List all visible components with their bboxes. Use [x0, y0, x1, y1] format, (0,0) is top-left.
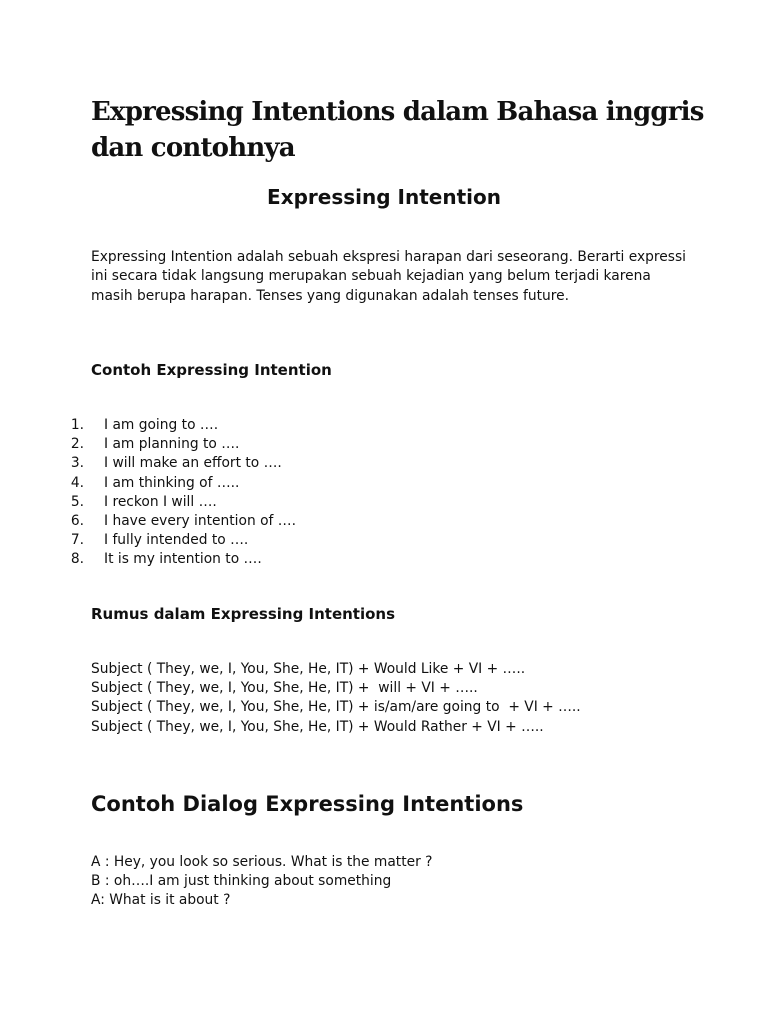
list-item-text: I will make an effort to ….: [104, 455, 282, 472]
list-item: [0, 435, 700, 454]
list-item-number: 1.: [70, 417, 84, 433]
dialog-lines: [91, 853, 731, 911]
list-item-text: I reckon I will ….: [104, 493, 217, 510]
dialog-line: B : oh….I am just thinking about something: [91, 873, 392, 890]
document-title: Expressing Intentions dalam Bahasa inggris dan contohnya: [91, 97, 704, 163]
list-item: [0, 550, 700, 569]
list-item: [0, 416, 700, 435]
formula-lines: [91, 660, 731, 737]
list-item-text: I fully intended to ….: [104, 532, 249, 549]
section-heading: Expressing Intention: [267, 185, 501, 209]
list-item: [0, 531, 700, 550]
list-item-number: 4.: [70, 474, 84, 491]
list-item-number: 8.: [70, 551, 84, 568]
list-item-number: 2.: [70, 436, 84, 453]
examples-heading: Contoh Expressing Intention: [91, 361, 332, 379]
formula-line: Subject ( They, we, I, You, She, He, IT) + Would Rather + VI + …..: [91, 718, 544, 735]
examples-list: [0, 416, 700, 570]
list-item-text: I am thinking of …..: [104, 474, 240, 491]
formula-line: Subject ( They, we, I, You, She, He, IT) + Would Like + VI + …..: [91, 661, 526, 677]
formula-heading: Rumus dalam Expressing Intentions: [91, 605, 396, 623]
list-item-number: 6.: [70, 512, 84, 529]
list-item: [0, 512, 700, 531]
list-item-number: 7.: [70, 532, 84, 549]
dialog-line: A : Hey, you look so serious. What is the matter ?: [91, 854, 433, 870]
dialog-line: A: What is it about ?: [91, 892, 231, 909]
list-item: [0, 493, 700, 512]
list-item-text: I am planning to ….: [104, 436, 240, 453]
list-item-text: It is my intention to ….: [104, 551, 262, 568]
formula-line: Subject ( They, we, I, You, She, He, IT) + is/am/are going to + VI + …..: [91, 699, 581, 716]
formula-line: Subject ( They, we, I, You, She, He, IT) + will + VI + …..: [91, 680, 478, 697]
list-item-number: 5.: [70, 493, 84, 510]
dialog-heading: Contoh Dialog Expressing Intentions: [91, 792, 524, 816]
list-item-number: 3.: [70, 455, 84, 472]
list-item: [0, 454, 700, 473]
list-item-text: I have every intention of ….: [104, 512, 296, 529]
list-item-text: I am going to ….: [104, 417, 219, 433]
list-item: [0, 474, 700, 493]
intro-paragraph: Expressing Intention adalah sebuah ekspresi harapan dari seseorang. Berarti expressi ini secara tidak langsung merupakan sebuah kejadian yang belum terjadi karena masih berupa harapan. Tenses yang digunakan adalah tenses future.: [91, 249, 686, 304]
